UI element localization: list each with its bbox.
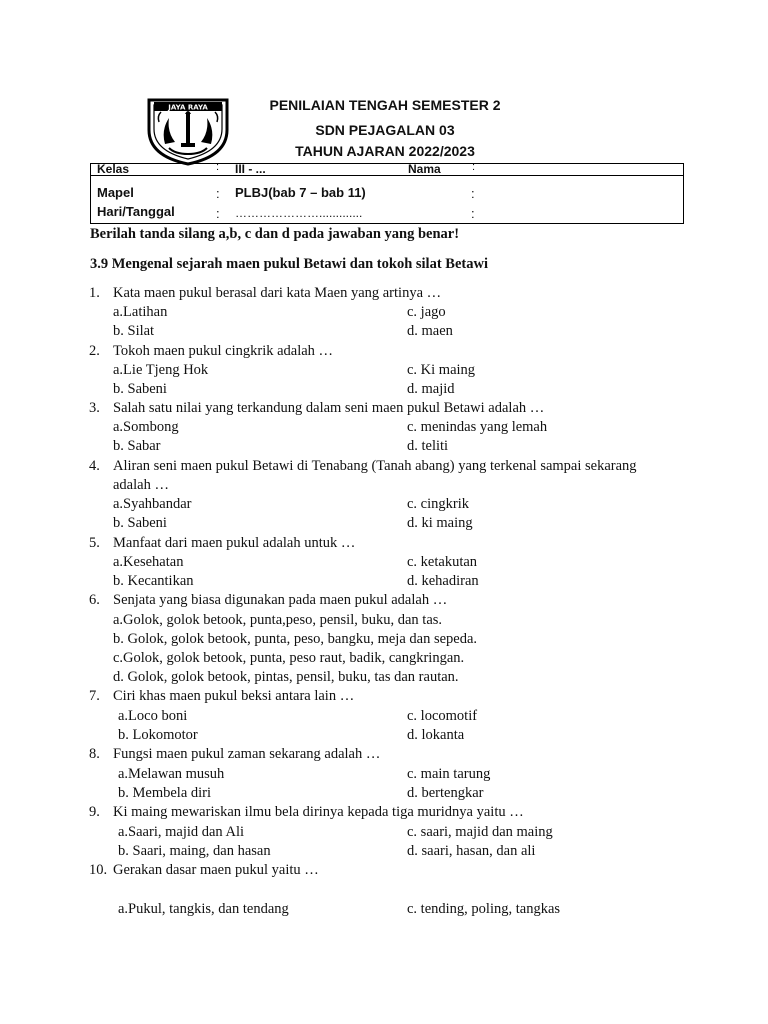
nama-colon: : [472,161,476,173]
nama-label: Nama [408,162,441,176]
kelas-colon: : [216,161,220,173]
instruction: Berilah tanda silang a,b, c dan d pada jawaban yang benar! [90,226,460,242]
option-c: c. jago [407,304,446,320]
mapel-label: Mapel [97,185,134,200]
question-text: Kata maen pukul berasal dari kata Maen yang artinya … [113,285,442,301]
option-b: b. Lokomotor [118,727,198,743]
mapel-colon-right: : [471,186,475,201]
option-c: c. locomotif [407,708,478,724]
option-d: d. ki maing [407,515,473,531]
option-b: b. Sabeni [113,381,167,397]
hari-tanggal-label: Hari/Tanggal [97,204,175,219]
student-info-box [90,163,684,224]
option-b: b. Golok, golok betook, punta, peso, bangku, meja dan sepeda. [113,631,478,647]
option-b: b. Kecantikan [113,573,194,589]
option-d: d. teliti [407,438,449,454]
option-b: b. Membela diri [118,785,212,801]
option-a: a.Saari, majid dan Ali [118,824,245,840]
question-text: Fungsi maen pukul zaman sekarang adalah … [113,746,381,762]
option-d: d. majid [407,381,455,397]
question-text: Tokoh maen pukul cingkrik adalah … [113,343,334,359]
option-c: c.Golok, golok betook, punta, peso raut, badik, cangkringan. [113,650,465,666]
option-a: a.Latihan [113,304,168,320]
kelas-label: Kelas [97,162,130,176]
question-number: 8. [89,746,100,762]
option-b: b. Saari, maing, dan hasan [118,843,271,859]
question-number: 9. [89,804,100,820]
option-d: d. kehadiran [407,573,479,589]
option-c: c. Ki maing [407,362,476,378]
option-c: c. saari, majid dan maing [407,824,553,840]
academic-year: TAHUN AJARAN 2022/2023 [295,143,475,159]
option-a: a.Pukul, tangkis, dan tendang [118,901,289,917]
option-c: c. main tarung [407,766,491,782]
option-a: a.Lie Tjeng Hok [113,362,209,378]
option-a: a.Sombong [113,419,179,435]
option-c: c. ketakutan [407,554,478,570]
svg-text:JAYA RAYA: JAYA RAYA [168,103,208,112]
question-text: Manfaat dari maen pukul adalah untuk … [113,535,356,551]
exam-title: PENILAIAN TENGAH SEMESTER 2 [269,97,501,113]
question-text: Gerakan dasar maen pukul yaitu … [113,862,319,878]
question-number: 7. [89,688,100,704]
question-number: 10. [89,862,108,878]
option-b: b. Sabeni [113,515,167,531]
question-number: 1. [89,285,100,301]
option-d: d. bertengkar [407,785,484,801]
question-text: Aliran seni maen pukul Betawi di Tenabang (Tanah abang) yang terkenal sampai sekarang [113,458,637,474]
jaya-raya-crest-icon [145,96,231,166]
question-text: Senjata yang biasa digunakan pada maen pukul adalah … [113,592,448,608]
question-number: 5. [89,535,100,551]
option-d: d. maen [407,323,453,339]
option-a: a.Syahbandar [113,496,192,512]
question-text: Ki maing mewariskan ilmu bela dirinya kepada tiga muridnya yaitu … [113,804,524,820]
option-a: a.Golok, golok betook, punta,peso, pensil, buku, dan tas. [113,612,443,628]
question-number: 3. [89,400,100,416]
option-d: d. Golok, golok betook, pintas, pensil, buku, tas dan rautan. [113,669,459,685]
option-c: c. menindas yang lemah [407,419,548,435]
mapel-value: PLBJ(bab 7 – bab 11) [235,185,366,200]
school-name: SDN PEJAGALAN 03 [315,122,455,138]
option-a: a.Melawan musuh [118,766,225,782]
option-a: a.Kesehatan [113,554,184,570]
hari-colon: : [216,206,220,221]
hari-tanggal-value: …………………............. [235,206,363,220]
option-d: d. saari, hasan, dan ali [407,843,536,859]
hari-colon-right: : [471,206,475,221]
option-b: b. Sabar [113,438,161,454]
question-text: Ciri khas maen pukul beksi antara lain … [113,688,355,704]
question-text-cont: adalah … [113,477,169,493]
option-d: d. lokanta [407,727,465,743]
option-a: a.Loco boni [118,708,188,724]
question-text: Salah satu nilai yang terkandung dalam seni maen pukul Betawi adalah … [113,400,545,416]
info-divider [90,175,684,176]
option-c: c. tending, poling, tangkas [407,901,561,917]
question-number: 4. [89,458,100,474]
question-number: 2. [89,343,100,359]
section-title: 3.9 Mengenal sejarah maen pukul Betawi dan tokoh silat Betawi [90,256,488,272]
option-c: c. cingkrik [407,496,470,512]
option-b: b. Silat [113,323,155,339]
kelas-value: III - ... [235,162,266,176]
question-number: 6. [89,592,100,608]
mapel-colon: : [216,186,220,201]
